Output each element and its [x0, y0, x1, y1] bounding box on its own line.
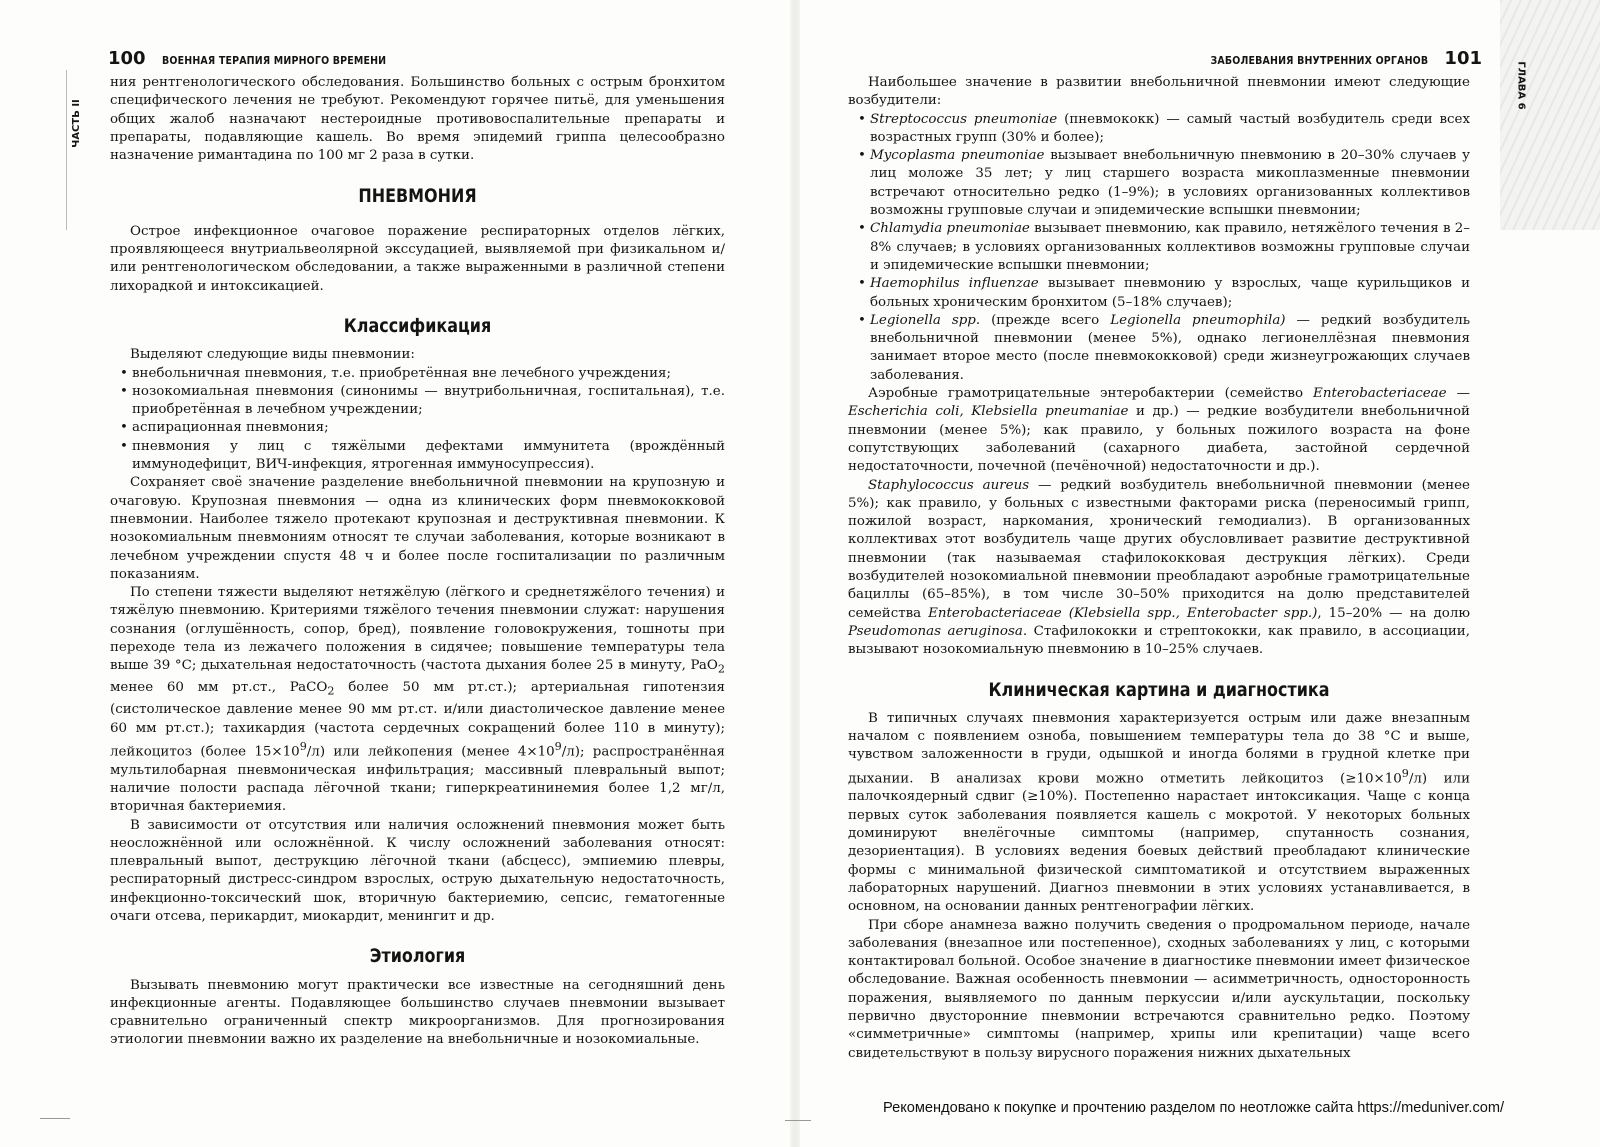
pathogen-description: — редкий возбудитель внебольничной пневмонии (менее 5%), однако легионеллёзная пневмония занимает второе место (после пневмококковой) среди жизнеугрожающих случаев заболевания.	[870, 312, 1470, 383]
severity-text-part: более 50 мм рт.ст.); артериальная гипотензия (систолическое давление менее 90 мм рт.ст. и/или диастолическое давление менее 60 мм рт.ст.); тахикардия (частота сердечных сокращений более 110 в минуту); лейкоцитоз (более 15×10	[110, 680, 725, 760]
pathogen-name: Legionella spp.	[870, 312, 981, 328]
croupous-focal-paragraph: Сохраняет своё значение разделение внебольничной пневмонии на крупозную и очаговую. Крупозная пневмония — одна из клинических форм пневмококковой пневмонии. Наиболее тяжело протекают крупозная и деструктивная пневмонии. К нозокомиальным пневмониям относят те случаи заболевания, которые возникают в лечебном учреждении спустя 48 ч и более после госпитализации по различным показаниям.	[110, 475, 725, 582]
pathogen-item	[848, 147, 1470, 220]
subscript: 2	[327, 684, 335, 698]
superscript: 9	[554, 739, 562, 753]
pneumonia-definition: Острое инфекционное очаговое поражение респираторных отделов лёгких, проявляющееся внутриальвеолярной экссудацией, выявляемой при физикальном и/или рентгенологическом обследовании, а также выраженными в различной степени лихорадкой и интоксикацией.	[110, 223, 725, 294]
pathogen-item	[848, 275, 1470, 312]
pathogen-description: вызывает пневмонию, как правило, нетяжёлого течения в 2–8% случаев; в условиях организованных коллективов возможны групповые случаи и эпидемические вспышки пневмонии;	[870, 221, 1471, 273]
clinical-heading: Клиническая картина и диагностика	[988, 678, 1330, 701]
staph-text-part: . Стафилококки и стрептококки, как правило, в ассоциации, вызывают нозокомиальную пневмонию в 10–25% случаев.	[848, 623, 1470, 658]
subscript: 2	[717, 662, 725, 676]
aerobic-text-part: и др.) — редкие возбудители внебольничной пневмонии (менее 5%); как правило, у больных пожилого возраста на фоне сопутствующих заболеваний (сахарного диабета, застойной сердечной недостаточности, почечной (печёночной) недостаточности и др.).	[848, 404, 1470, 475]
clinical-paragraph-2: При сборе анамнеза важно получить сведения о продромальном периоде, начале заболевания (внезапное или постепенное), сходных заболеваниях у лиц, с которыми контактировал больной. Особое значение в диагностике пневмонии имеет физическое обследование. Важная особенность пневмонии — асимметричность, односторонность поражения, выявляемого по данным перкуссии и/или аускультации, поскольку первично двусторонние пневмонии встречаются сравнительно редко. Поэтому «симметричные» симптомы (например, хрипы или крепитации) чаще всего свидетельствуют в пользу вирусного поражения нижних дыхательных	[848, 917, 1470, 1061]
pathogens-intro: Наибольшее значение в развитии внебольничной пневмонии имеют следующие возбудители:	[848, 75, 1470, 109]
staph-italic-part: Staphylococcus aureus	[868, 477, 1030, 493]
pathogens-list	[848, 111, 1470, 385]
clinical-text-part: /л) или палочкоядерный сдвиг (≥10%). Постепенно нарастает интоксикация. Чаще с конца первых суток заболевания появляется кашель с мокротой. У некоторых больных доминируют внелёгочные симптомы (например, спутанность сознания, дезориентация). В условиях ведения боевых действий преобладают клинические формы с минимальной физической симптоматикой и отсутствием выраженных лабораторных нарушений. Диагноз пневмонии в этих условиях устанавливается, в основном, на основании данных рентгенографии лёгких.	[848, 771, 1470, 915]
aerobic-bacteria-paragraph	[848, 385, 1470, 476]
pathogen-item	[848, 312, 1470, 385]
clinical-text-part: В типичных случаях пневмония характеризуется острым или даже внезапным началом с появлением озноба, повышением температуры тела до 38 °С и выше, чувством заложенности в груди, одышкой и иногда болями в грудной клетке при дыхании. В анализах крови можно отметить лейкоцитоз (≥10×10	[848, 710, 1470, 787]
staphylococcus-paragraph	[848, 477, 1470, 660]
staph-text-part: , 15–20% — на долю	[1317, 605, 1470, 621]
severity-text-part: менее 60 мм рт.ст., PaCO	[110, 680, 328, 696]
pathogen-name: Legionella pneumophila)	[1110, 312, 1286, 328]
pathogen-name: Haemophilus influenzae	[870, 276, 1039, 292]
severity-criteria-paragraph	[110, 584, 725, 816]
staph-text-part: — редкий возбудитель внебольничной пневмонии (менее 5%); как правило, у больных с известными факторами риска (переносимый грипп, пожилой возраст, наркомания, хронический гемодиализ). В организованных коллективах этот возбудитель чаще других обусловливает развитие деструктивной пневмонии (так называемая стафилококковая деструкция лёгких). Среди возбудителей нозокомиальной пневмонии преобладают аэробные грамотрицательные бациллы (65–85%), в том числе 30–50% приходится на долю представителей семейства	[848, 477, 1470, 621]
right-edge-tab-area	[1500, 0, 1600, 230]
pathogen-item	[848, 220, 1470, 275]
severity-text-part: /л); распространённая мультилобарная пневмоническая инфильтрация; массивный плевральный выпот; наличие полости распада лёгочной ткани; гиперкреатининемия более 1,2 мг/л, вторичная бактериемия.	[110, 744, 725, 815]
scan-mark	[785, 1120, 811, 1121]
staph-italic-part: Pseudomonas aeruginosa	[848, 623, 1023, 639]
left-page	[0, 0, 790, 1147]
clinical-paragraph-1	[848, 710, 1470, 917]
right-running-title: ЗАБОЛЕВАНИЯ ВНУТРЕННИХ ОРГАНОВ	[1210, 54, 1429, 67]
left-page-number: 100	[108, 48, 146, 69]
section-heading-pneumonia: ПНЕВМОНИЯ	[358, 185, 477, 208]
left-side-tab: ЧАСТЬ II	[70, 99, 82, 148]
pathogen-description: вызывает пневмонию у взрослых, чаще курильщиков и больных хроническим бронхитом (5–18% случаев);	[870, 276, 1470, 310]
pathogen-item	[848, 111, 1470, 148]
scan-mark	[40, 1118, 70, 1119]
etiology-heading: Этиология	[369, 945, 466, 968]
left-text-column	[110, 74, 725, 1050]
book-gutter	[790, 0, 800, 1147]
pathogen-description: (пневмококк) — самый частый возбудитель среди всех возрастных групп (30% и более);	[870, 111, 1470, 145]
classification-item: • внебольничная пневмония, т.е. приобретённая вне лечебного учреждения;	[110, 365, 725, 383]
superscript: 9	[1401, 766, 1409, 780]
pathogen-name: Chlamydia pneumoniae	[870, 221, 1030, 237]
classification-item: • нозокомиальная пневмония (синонимы — внутрибольничная, госпитальная), т.е. приобретённая в лечебном учреждении;	[110, 383, 725, 420]
right-running-head	[1175, 48, 1482, 69]
right-page	[800, 0, 1600, 1147]
etiology-paragraph: Вызывать пневмонию могут практически все известные на сегодняшний день инфекционные агенты. Подавляющее большинство случаев пневмонии вызывает сравнительно ограниченный спектр микроорганизмов. Для прогнозирования этиологии пневмонии важно их разделение на внебольничные и нозокомиальные.	[110, 977, 725, 1048]
classification-list	[110, 365, 725, 475]
aerobic-text-part: Аэробные грамотрицательные энтеробактерии (семейство	[868, 386, 1314, 402]
complications-paragraph: В зависимости от отсутствия или наличия осложнений пневмония может быть неосложнённой или осложнённой. К числу осложнений заболевания относят: плевральный выпот, деструкцию лёгочной ткани (абсцесс), эмпиемию плевры, респираторный дистресс-синдром взрослых, острую дыхательную недостаточность, инфекционно-токсический шок, вторичную бактериемию, сепсис, гематогенные очаги отсева, перикардит, миокардит, менингит и др.	[110, 817, 725, 924]
staph-italic-part: Enterobacteriaceae (Klebsiella spp., Enterobacter spp.)	[928, 605, 1318, 621]
aerobic-italic-part: Enterobacteriaceae — Escherichia coli, Klebsiella pneumaniae	[848, 386, 1470, 420]
left-running-title: ВОЕННАЯ ТЕРАПИЯ МИРНОГО ВРЕМЕНИ	[161, 54, 386, 67]
pathogen-name: Streptococcus pneumoniae	[870, 111, 1058, 127]
bronchitis-continuation-paragraph: ния рентгенологического обследования. Большинство больных с острым бронхитом специфического лечения не требуют. Рекомендуют горячее питьё, для уменьшения общих жалоб назначают нестероидные противовоспалительные препараты и препараты, подавляющие кашель. Во время эпидемий гриппа целесообразно назначение римантадина по 100 мг 2 раза в сутки.	[110, 75, 725, 164]
classification-intro: Выделяют следующие виды пневмонии:	[130, 347, 415, 363]
superscript: 9	[299, 739, 307, 753]
classification-heading: Классификация	[343, 314, 492, 337]
pathogen-description: вызывает внебольничную пневмонию в 20–30% случаев у лиц моложе 35 лет; у лиц старшего возраста микоплазменные пневмонии встречают относительно редко (1–9%); в условиях организованных коллективов возможны групповые случаи и эпидемические вспышки пневмонии;	[870, 148, 1470, 219]
pathogen-description: (прежде всего	[980, 312, 1111, 328]
left-running-head	[108, 48, 422, 69]
severity-text-part: По степени тяжести выделяют нетяжёлую (лёгкого и среднетяжёлого течения) и тяжёлую пневмонию. Критериями тяжёлого течения пневмонии служат: нарушения сознания (оглушённость, сопор, бред), появление головокружения, тошноты при переходе тела из лежачего положения в сидячее; повышение температуры тела выше 39 °С; дыхательная недостаточность (частота дыхания более 25 в минуту, PaO	[110, 585, 725, 674]
classification-item: • пневмония у лиц с тяжёлыми дефектами иммунитета (врождённый иммунодефицит, ВИЧ-инфекция, ятрогенная иммуносупрессия).	[110, 438, 725, 475]
left-margin-rule	[66, 70, 67, 230]
classification-item: • аспирационная пневмония;	[110, 419, 725, 437]
footer-recommendation: Рекомендовано к покупке и прочтению разделом по неотложке сайта https://meduniver.com/	[883, 1100, 1505, 1116]
right-side-tab: ГЛАВА 6	[1515, 61, 1527, 110]
right-page-number: 101	[1444, 48, 1482, 69]
right-text-column	[848, 74, 1470, 1063]
pathogen-name: Mycoplasma pneumoniae	[870, 148, 1045, 164]
severity-text-part: /л) или лейкопения (менее 4×10	[306, 744, 555, 760]
